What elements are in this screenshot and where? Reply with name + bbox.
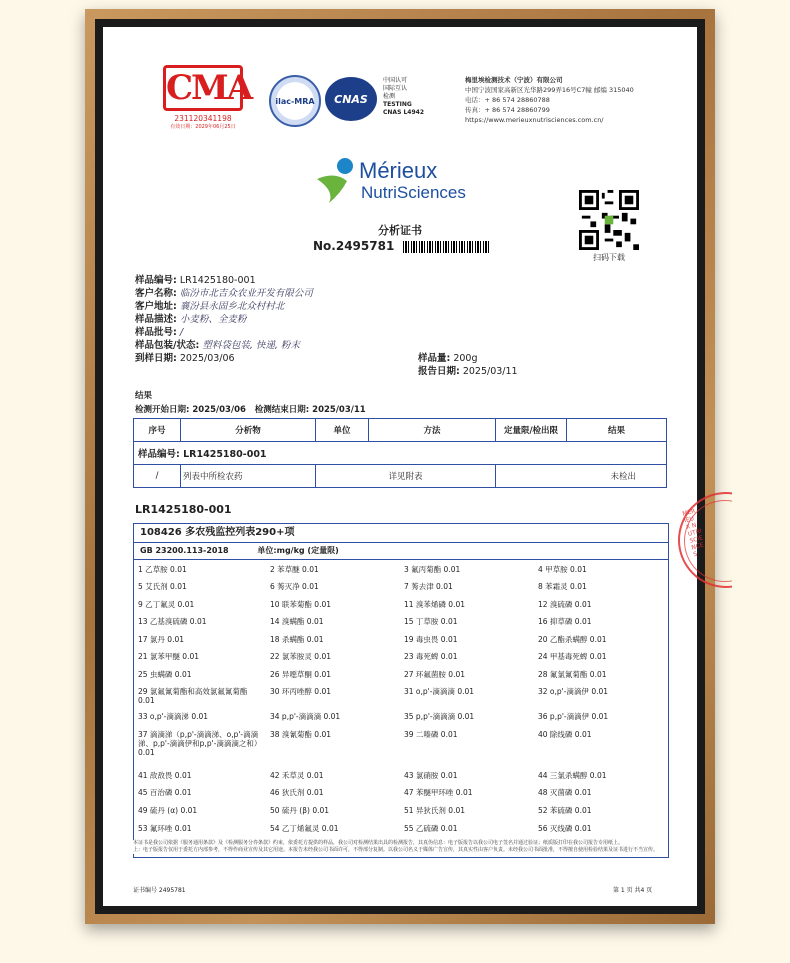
list-item: 26 异噁草酮 0.01 xyxy=(270,670,332,679)
cnas-mark: CNAS xyxy=(334,92,368,106)
header-cell: 结果 xyxy=(567,419,667,442)
list-item: 52 苯硫磷 0.01 xyxy=(538,806,592,815)
cnas-logo xyxy=(325,77,377,121)
list-item: 23 毒死蜱 0.01 xyxy=(404,652,458,661)
ilac-mra-logo xyxy=(269,75,321,127)
ilac-text: ilac-MRA xyxy=(275,96,315,106)
results-sample-cell xyxy=(134,442,667,465)
results-heading: 结果 xyxy=(135,391,153,401)
certificate-number: No.2495781 xyxy=(313,239,395,253)
list-item: 12 溴硫磷 0.01 xyxy=(538,600,592,609)
list-item: 31 o,p'-滴滴滴 0.01 xyxy=(404,687,475,696)
list-item: 51 异狄氏剂 0.01 xyxy=(404,806,466,815)
list-item: 11 溴苯烯磷 0.01 xyxy=(404,600,466,609)
qty-label: 样品量: xyxy=(418,353,451,364)
list-item: 2 苯草醚 0.01 xyxy=(270,565,319,574)
cnas-line: TESTING xyxy=(383,101,412,108)
row-analyte: 列表中所检农药 xyxy=(181,465,316,488)
sample-value: 2025/03/06 xyxy=(179,353,235,364)
list-item: 6 莠灭净 0.01 xyxy=(270,582,319,591)
cma-validity: 有效日期：2029年06月25日 xyxy=(170,124,236,130)
lab-url: https://www.merieuxnutrisciences.com.cn/ xyxy=(465,116,604,124)
company-seal xyxy=(672,490,732,590)
annex-standard: GB 23200.113-2018 xyxy=(140,546,229,555)
report-date-row xyxy=(418,365,638,378)
row-number: / xyxy=(134,465,181,488)
list-item: 43 氯硝胺 0.01 xyxy=(404,771,458,780)
list-item: 49 硫丹 (α) 0.01 xyxy=(138,806,198,815)
list-item: 22 氯苯胺灵 0.01 xyxy=(270,652,332,661)
header-cell: 序号 xyxy=(134,419,181,442)
list-item: 48 灭菌磷 0.01 xyxy=(538,788,592,797)
sample-qty-row xyxy=(418,352,638,365)
brand-name-2: NutriSciences xyxy=(361,183,466,202)
end-date: 2025/03/11 xyxy=(312,405,366,415)
qr-code[interactable] xyxy=(579,190,639,250)
footer-page-number: 第 1 页 共4 页 xyxy=(613,887,653,894)
cnas-line: 中国认可 xyxy=(383,77,408,84)
qr-code-icon xyxy=(579,190,639,250)
sample-info xyxy=(135,274,465,365)
annex-unit: 单位:mg/kg (定量限) xyxy=(257,546,339,555)
footer-note-1: 本证书是我公司依据《服务通用条款》及《检测服务分券条款》约束，依委托方提供的样品，我公司对检测结果出具的检测报告，其真伪信息：电子版报告以我公司电子签名并通过验证；纸质版打印在我公司报告专用纸上。 xyxy=(133,840,624,846)
start-label: 检测开始日期: xyxy=(135,405,190,415)
cma-logo xyxy=(163,65,252,135)
annex-items-grid xyxy=(134,560,668,856)
lab-name: 梅里埃检测技术（宁波）有限公司 xyxy=(465,76,563,84)
sample-label: 样品编号: xyxy=(135,275,177,286)
list-item: 24 甲基毒死蜱 0.01 xyxy=(538,652,607,661)
report-date-label: 报告日期: xyxy=(418,366,460,377)
lab-address: 中国宁波国家高新区光华路299弄16号C7幢 邮编 315040 xyxy=(465,86,634,94)
list-item: 45 百治磷 0.01 xyxy=(138,788,192,797)
sample-value: / xyxy=(179,327,184,338)
list-item: 53 氟环唑 0.01 xyxy=(138,824,192,833)
cma-number: 231120341198 xyxy=(174,114,232,123)
list-item: 47 苯醚甲环唑 0.01 xyxy=(404,788,473,797)
certificate-paper xyxy=(103,27,697,906)
sample-row xyxy=(135,300,465,313)
header-cell: 单位 xyxy=(316,419,369,442)
list-item: 36 p,p'-滴滴伊 0.01 xyxy=(538,712,609,721)
lab-contact xyxy=(465,75,665,125)
merieux-logo xyxy=(315,157,495,209)
list-item: 1 乙草胺 0.01 xyxy=(138,565,187,574)
sample-row xyxy=(135,274,465,287)
sample-label: 客户名称: xyxy=(135,288,177,299)
list-item: 42 禾草灵 0.01 xyxy=(270,771,324,780)
list-item: 8 苯霜灵 0.01 xyxy=(538,582,587,591)
list-item: 4 甲草胺 0.01 xyxy=(538,565,587,574)
lab-fax: 传真：+ 86 574 28860799 xyxy=(465,106,550,114)
cnas-line: CNAS L4942 xyxy=(383,109,425,116)
test-dates xyxy=(135,403,366,415)
annex-standard-row xyxy=(134,543,668,560)
sample-row xyxy=(135,326,465,339)
cma-mark: CMA xyxy=(163,65,243,111)
list-item: 29 氯氟氰菊酯和高效氯氟氰菊酯 0.01 xyxy=(138,687,248,705)
sample-label: 样品描述: xyxy=(135,314,177,325)
list-item: 27 环氟菌胺 0.01 xyxy=(404,670,466,679)
sample-row xyxy=(135,339,465,352)
results-table xyxy=(133,418,667,488)
list-item: 30 环丙唑醇 0.01 xyxy=(270,687,332,696)
list-item: 35 p,p'-滴滴滴 0.01 xyxy=(404,712,475,721)
list-item: 3 氟丙菊酯 0.01 xyxy=(404,565,461,574)
list-item: 10 联苯菊酯 0.01 xyxy=(270,600,332,609)
qty-value: 200g xyxy=(453,353,478,364)
cnas-text xyxy=(383,77,443,117)
list-item: 37 滴滴涕（p,p'-滴滴涕、o,p'-滴滴涕、p,p'-滴滴伊和p,p'-滴滴滴之和）0.01 xyxy=(138,730,262,757)
list-item: 16 抑草磷 0.01 xyxy=(538,617,592,626)
brand-name-1: Mérieux xyxy=(359,158,438,183)
end-label: 检测结束日期: xyxy=(254,405,310,415)
sample-label: 样品包装/状态: xyxy=(135,340,200,351)
sample-label: 样品批号: xyxy=(135,327,177,338)
header-cell: 方法 xyxy=(369,419,496,442)
list-item: 39 二嗪磷 0.01 xyxy=(404,730,458,739)
list-item: 41 敌敌畏 0.01 xyxy=(138,771,192,780)
footer-notes xyxy=(133,840,667,854)
merieux-emblem-icon xyxy=(315,157,361,207)
qr-caption: 扫码下载 xyxy=(593,253,625,262)
list-item: 18 杀螨酯 0.01 xyxy=(270,635,324,644)
row-method: 详见附表 xyxy=(316,465,496,488)
list-item: 25 虫螨磷 0.01 xyxy=(138,670,192,679)
list-item: 5 艾氏剂 0.01 xyxy=(138,582,187,591)
list-item: 32 o,p'-滴滴伊 0.01 xyxy=(538,687,609,696)
table-row xyxy=(134,465,667,488)
list-item: 56 灭线磷 0.01 xyxy=(538,824,592,833)
annex-table xyxy=(133,523,669,858)
list-item: 46 狄氏剂 0.01 xyxy=(270,788,324,797)
sample-label: 客户地址: xyxy=(135,301,177,312)
list-item: 13 乙基溴硫磷 0.01 xyxy=(138,617,207,626)
row-result: 未检出 xyxy=(496,465,667,488)
certificate-title: 分析证书 xyxy=(378,224,422,237)
list-item: 19 毒虫畏 0.01 xyxy=(404,635,458,644)
header-cell: 分析物 xyxy=(181,419,316,442)
sample-value: 襄汾县永固乡北众村村北 xyxy=(179,301,285,312)
list-item: 50 硫丹 (β) 0.01 xyxy=(270,806,330,815)
list-item: 44 三氯杀螨醇 0.01 xyxy=(538,771,607,780)
footer-cert-number: 证书编号 2495781 xyxy=(133,887,186,894)
list-item: 9 乙丁氟灵 0.01 xyxy=(138,600,195,609)
sample-value: 塑料袋包装, 快递, 粉末 xyxy=(202,340,300,351)
list-item: 17 氯丹 0.01 xyxy=(138,635,185,644)
sample-row xyxy=(135,313,465,326)
annex-sample-id: LR1425180-001 xyxy=(135,503,232,516)
cnas-line: 检测 xyxy=(383,93,396,100)
list-item: 38 溴氰菊酯 0.01 xyxy=(270,730,332,739)
list-item: 33 o,p'-滴滴涕 0.01 xyxy=(138,712,209,721)
sample-value: LR1425180-001 xyxy=(179,275,256,286)
sample-row xyxy=(135,287,465,300)
start-date: 2025/03/06 xyxy=(192,405,246,415)
cnas-line: 国际互认 xyxy=(383,85,408,92)
list-item: 7 莠去津 0.01 xyxy=(404,582,453,591)
results-sample-id: LR1425180-001 xyxy=(183,449,267,460)
results-sample-row xyxy=(134,442,667,465)
list-item: 20 乙酯杀螨醇 0.01 xyxy=(538,635,607,644)
list-item: 28 氟氯氰菊酯 0.01 xyxy=(538,670,607,679)
report-date-value: 2025/03/11 xyxy=(462,366,518,377)
results-header-row xyxy=(134,419,667,442)
header-cell: 定量限/检出限 xyxy=(496,419,567,442)
seal-text: MERIEUX NUTRISCIENCES xyxy=(681,507,705,559)
sample-value: 临汾市北吉众农业开发有限公司 xyxy=(179,288,313,299)
footer-note-2: 上：电子版报告仅用于委托方内部参考，不得作商业宣传及其它用途。本报告未经我公司书面许可，不得部分复制。以我公司名义于媒体广告宣传，其真实性由客户负责。未经我公司书面批准，不得擅自使用检验结果及证书进行不当宣传。 xyxy=(133,847,659,853)
list-item: 34 p,p'-滴滴滴 0.01 xyxy=(270,712,341,721)
lab-tel: 电话：+ 86 574 28860788 xyxy=(465,96,550,104)
list-item: 21 氯苯甲醚 0.01 xyxy=(138,652,200,661)
annex-title: 108426 多农残监控列表290+项 xyxy=(134,524,668,543)
sample-label: 到样日期: xyxy=(135,353,177,364)
results-sample-label: 样品编号: xyxy=(138,449,180,460)
sample-info-right xyxy=(418,352,638,378)
list-item: 55 乙硫磷 0.01 xyxy=(404,824,458,833)
list-item: 40 除线磷 0.01 xyxy=(538,730,592,739)
picture-frame xyxy=(85,9,715,924)
barcode xyxy=(403,241,491,253)
list-item: 14 溴螨酯 0.01 xyxy=(270,617,324,626)
list-item: 15 丁草胺 0.01 xyxy=(404,617,458,626)
sample-row xyxy=(135,352,465,365)
sample-value: 小麦粉、全麦粉 xyxy=(179,314,247,325)
frame-mat xyxy=(95,19,705,914)
list-item: 54 乙丁烯氟灵 0.01 xyxy=(270,824,339,833)
